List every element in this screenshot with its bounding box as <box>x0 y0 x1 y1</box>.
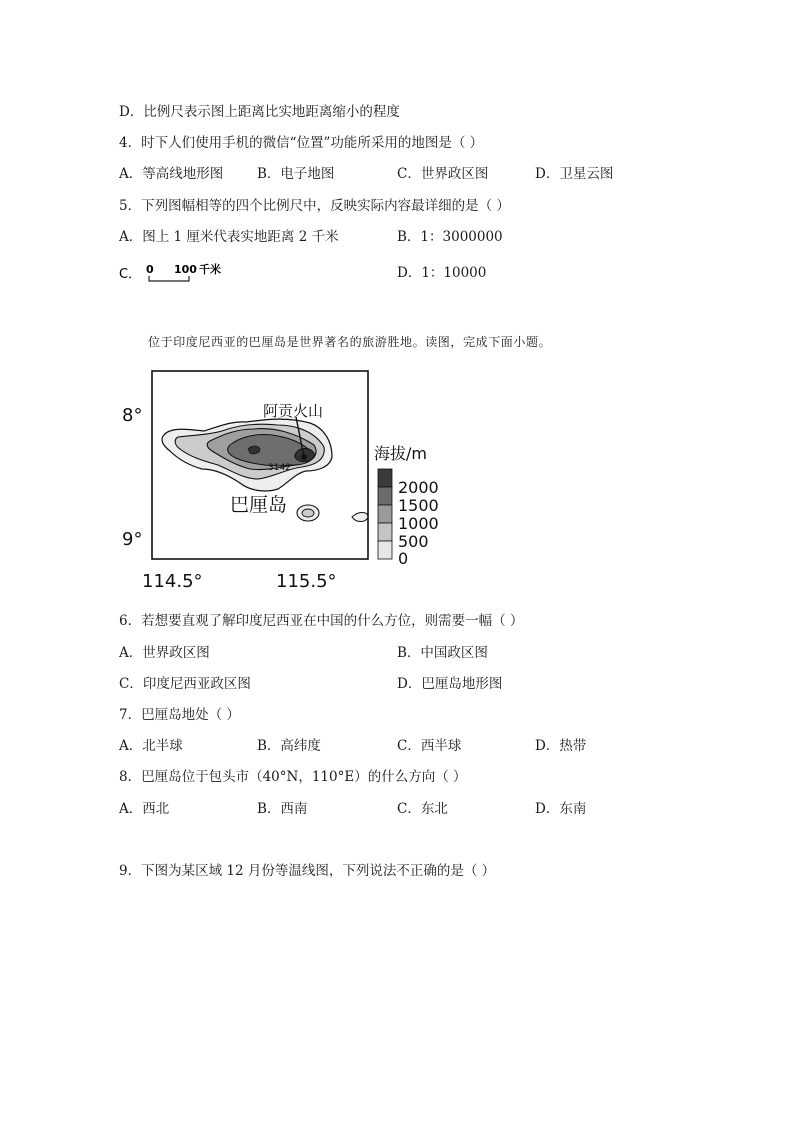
q8-stem: 8．巴厘岛位于包头市（40°N，110°E）的什么方向（ ） <box>119 769 467 785</box>
scale-unit-label: 千米 <box>199 263 221 276</box>
legend-swatch-500 <box>378 523 392 541</box>
lat-bottom-label: 9° <box>122 529 143 550</box>
q4-stem: 4．时下人们使用手机的微信“位置”功能所采用的地图是（ ） <box>119 135 484 151</box>
q7-option-b: B．高纬度 <box>257 738 321 754</box>
q5-stem: 5．下列图幅相等的四个比例尺中，反映实际内容最详细的是（ ） <box>119 198 510 214</box>
q7-option-d: D．热带 <box>535 738 587 754</box>
legend-title: 海拔/m <box>374 444 427 463</box>
bali-topographic-map <box>118 365 448 595</box>
legend-level-1000: 1000 <box>398 514 439 533</box>
scale-zero-label: 0 <box>146 263 154 276</box>
island-label: 巴厘岛 <box>230 494 288 516</box>
passage-intro: 位于印度尼西亚的巴厘岛是世界著名的旅游胜地。读图，完成下面小题。 <box>148 335 552 349</box>
legend-swatch-0 <box>378 541 392 559</box>
q6-option-a: A．世界政区图 <box>119 645 210 661</box>
legend-level-500: 500 <box>398 532 429 551</box>
line-scale-graphic <box>119 262 239 286</box>
legend-swatch-1500 <box>378 487 392 505</box>
q6-option-c: C．印度尼西亚政区图 <box>119 676 251 692</box>
q8-option-a: A．西北 <box>119 801 170 817</box>
q6-option-d: D．巴厘岛地形图 <box>397 676 503 692</box>
q6-option-b: B．中国政区图 <box>397 645 488 661</box>
lon-right-label: 115.5° <box>276 571 337 592</box>
q4-option-a: A．等高线地形图 <box>119 166 224 182</box>
q9-stem: 9．下图为某区域 12 月份等温线图，下列说法不正确的是（ ） <box>119 863 496 879</box>
scale-value-label: 100 <box>174 263 197 276</box>
lat-top-label: 8° <box>122 405 143 426</box>
volcano-peak-marker <box>301 454 307 460</box>
q3-option-d: D．比例尺表示图上距离比实地距离缩小的程度 <box>119 104 400 120</box>
q5-option-d: D．1：10000 <box>397 265 487 281</box>
q7-option-a: A．北半球 <box>119 738 183 754</box>
island-contour-2000-west <box>248 446 260 454</box>
q5-option-b: B．1：3000000 <box>397 229 503 245</box>
peak-elevation-label: 3142 <box>268 463 291 473</box>
legend-swatch-2000 <box>378 469 392 487</box>
q8-option-c: C．东北 <box>397 801 448 817</box>
legend-level-0: 0 <box>398 549 409 568</box>
q7-stem: 7．巴厘岛地处（ ） <box>119 707 240 723</box>
q7-option-c: C．西半球 <box>397 738 462 754</box>
legend-level-1500: 1500 <box>398 496 439 515</box>
q5-option-a: A．图上 1 厘米代表实地距离 2 千米 <box>119 229 339 245</box>
small-island-penida-inner <box>302 509 314 517</box>
q6-stem: 6．若想要直观了解印度尼西亚在中国的什么方位，则需要一幅（ ） <box>119 613 524 629</box>
volcano-label: 阿贡火山 <box>263 402 324 420</box>
q4-option-b: B．电子地图 <box>257 166 335 182</box>
scale-bar-line <box>149 276 189 281</box>
q8-option-d: D．东南 <box>535 801 587 817</box>
lon-left-label: 114.5° <box>142 571 203 592</box>
option-c-label: C． <box>119 267 142 282</box>
q4-option-c: C．世界政区图 <box>397 166 489 182</box>
legend-level-2000: 2000 <box>398 478 439 497</box>
legend-swatch-1000 <box>378 505 392 523</box>
q5-option-c <box>119 262 239 290</box>
q4-option-d: D．卫星云图 <box>535 166 614 182</box>
q8-option-b: B．西南 <box>257 801 308 817</box>
